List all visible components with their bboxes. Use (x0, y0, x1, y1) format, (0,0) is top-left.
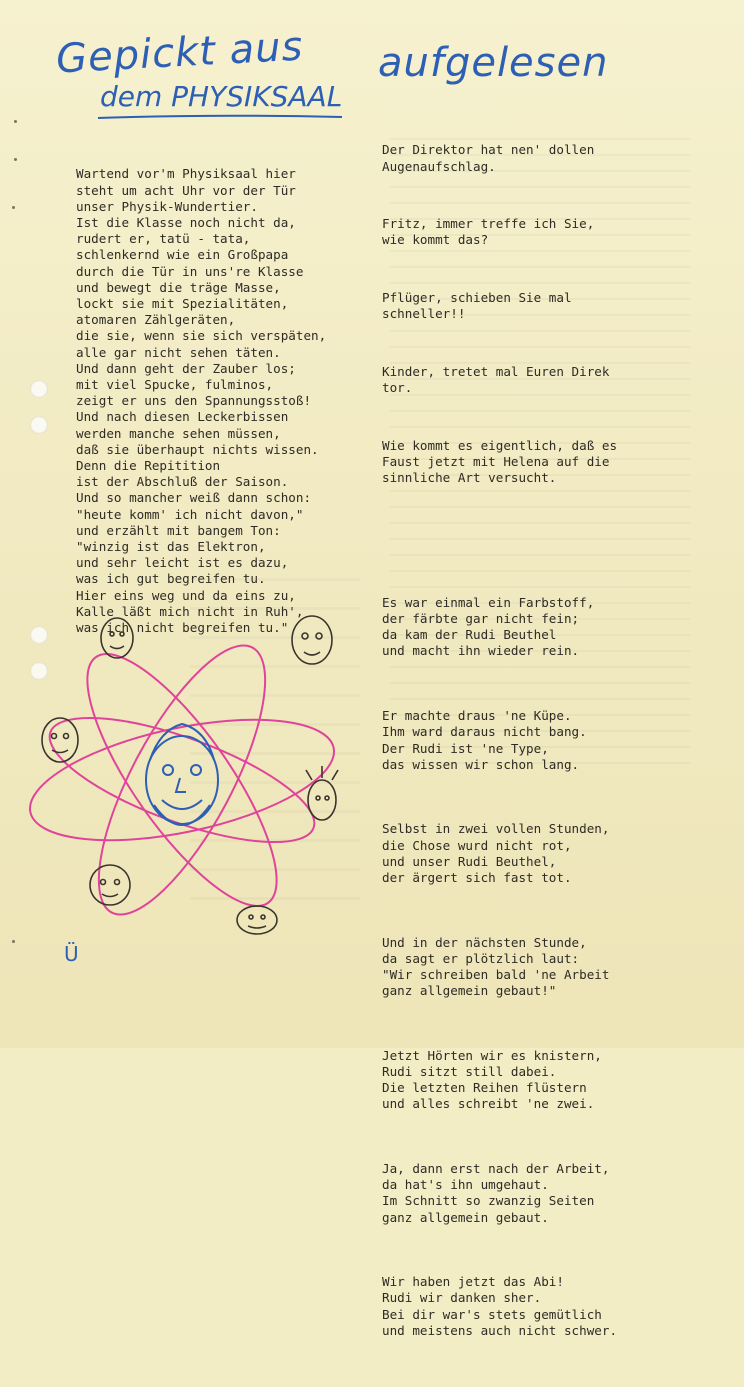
quote-1: Der Direktor hat nen' dollen Augenaufschlag. (382, 142, 595, 174)
atom-caricature-drawing (22, 600, 362, 940)
title-right: aufgelesen (378, 40, 609, 86)
left-poem-text: Wartend vor'm Physiksaal hier steht um acht Uhr vor der Tür unser Physik-Wundertier. Ist die Klasse noch nicht da, rudert er, tatü - tata, schlenkernd wie ein Großpapa durch die Tür in uns're Klasse und bewegt die träge Masse, lockt sie mit Spezialitäten, atomaren Zählgeräten, die sie, wenn sie sich verspäten, alle gar nicht sehen täten. Und dann geht der Zauber los; mit viel Spucke, fulminos, zeigt er uns den Spannungsstoß! Und nach diesen Leckerbissen werden manche sehen müssen, daß sie überhaupt nichts wissen. Denn die Repitition ist der Abschluß der Saison. Und so mancher weiß dann schon: "heute komm' ich nicht davon," und erzählt mit bangem Ton: "winzig ist das Elektron, und sehr leicht ist es dazu, was ich gut begreifen tu. Hier eins weg und da eins zu, Kalle läßt mich nicht in Ruh', was ich nicht begreifen tu." (76, 166, 327, 636)
title-left-line1: Gepickt aus (54, 23, 305, 83)
stanza-6: Ja, dann erst nach der Arbeit, da hat's ihn umgehaut. Im Schnitt so zwanzig Seiten ganz allgemein gebaut. (382, 1160, 610, 1225)
quote-4: Kinder, tretet mal Euren Direk tor. (382, 363, 610, 396)
margin-mark (12, 940, 15, 943)
stanza-7: Wir haben jetzt das Abi! Rudi wir danken sher. Bei dir war's stets gemütlich und meistens auch nicht schwer. (382, 1274, 618, 1338)
stanza-5: Jetzt Hörten wir es knistern, Rudi sitzt still dabei. Die letzten Reihen flüstern und alles schreibt 'ne zwei. (382, 1047, 602, 1112)
stanza-1: Es war einmal ein Farbstoff, der färbte gar nicht fein; da kam der Rudi Beuthel und macht ihn wieder rein. (382, 594, 595, 659)
margin-mark (14, 120, 17, 123)
quote-3: Pflüger, schieben Sie mal schneller!! (382, 290, 572, 322)
stanza-2: Er machte draus 'ne Küpe. Ihm ward daraus nicht bang. Der Rudi ist 'ne Type, das wissen wir schon lang. (382, 708, 587, 772)
stanza-3: Selbst in zwei vollen Stunden, die Chose wurd nicht rot, und unser Rudi Beuthel, der ärgert sich fast tot. (382, 821, 610, 885)
footer-mark: Ü (64, 942, 79, 966)
title-underline (96, 112, 346, 122)
stanza-4: Und in der nächsten Stunde, da sagt er plötzlich laut: "Wir schreiben bald 'ne Arbeit ganz allgemein gebaut!" (382, 934, 610, 999)
margin-mark (14, 158, 17, 161)
quote-5: Wie kommt es eigentlich, daß es Faust jetzt mit Helena auf die sinnliche Art versucht. (382, 437, 618, 486)
right-column (382, 110, 682, 1387)
quote-2: Fritz, immer treffe ich Sie, wie kommt das? (382, 216, 595, 248)
punch-hole (30, 380, 48, 398)
margin-mark (12, 206, 15, 209)
left-poem (76, 134, 376, 678)
title-left-line2: dem PHYSIKSAAL (100, 80, 343, 113)
punch-hole (30, 416, 48, 434)
